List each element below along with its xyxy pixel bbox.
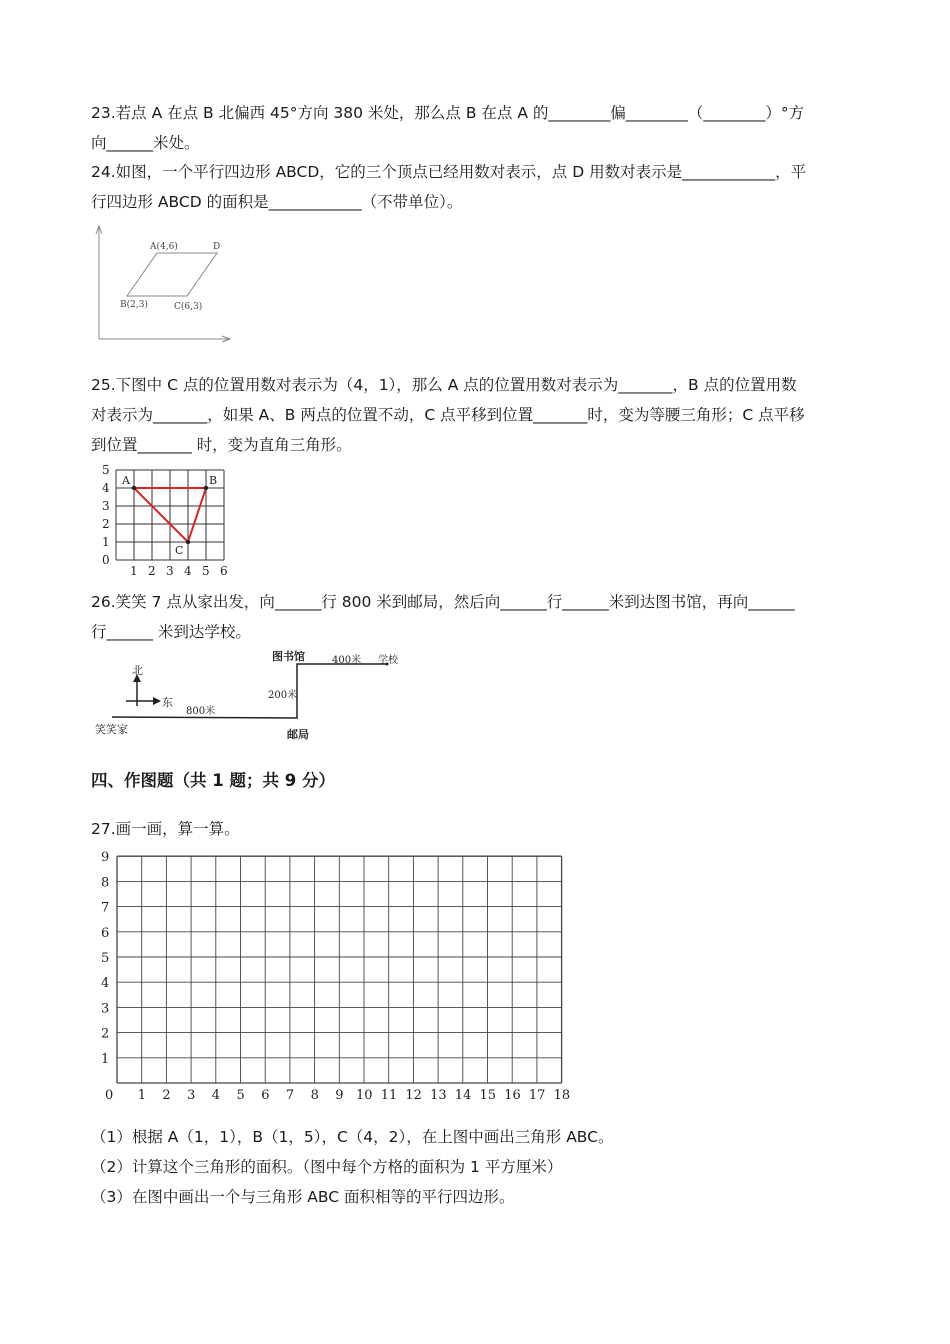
drawing-grid-figure bbox=[95, 846, 585, 1108]
q24-line2: 行四边形 ABCD 的面积是____________（不带单位）。 bbox=[91, 193, 463, 211]
y-tick-label: 7 bbox=[101, 900, 110, 916]
y-tick-label: 3 bbox=[102, 499, 110, 513]
east-arrow-icon bbox=[153, 697, 161, 705]
x-tick-label: 13 bbox=[430, 1088, 447, 1103]
label-d: D bbox=[213, 242, 221, 252]
q25-line3: 到位置_______ 时，变为直角三角形。 bbox=[91, 436, 352, 454]
y-tick-label: 5 bbox=[101, 951, 110, 966]
q27-sub1: （1）根据 A（1，1），B（1，5），C（4，2），在上图中画出三角形 ABC。 bbox=[91, 1128, 614, 1146]
east-label: 东 bbox=[162, 696, 173, 709]
origin-label: 0 bbox=[105, 1088, 114, 1103]
point-a-label: A bbox=[122, 474, 130, 487]
q27-sub3: （3）在图中画出一个与三角形 ABC 面积相等的平行四边形。 bbox=[91, 1188, 515, 1206]
x-tick-label: 11 bbox=[380, 1088, 398, 1103]
x-tick-label: 18 bbox=[553, 1088, 571, 1103]
parallelogram-figure bbox=[90, 222, 240, 347]
distance-400: 400米 bbox=[332, 655, 362, 666]
route-map-figure bbox=[92, 648, 412, 743]
library-label: 图书馆 bbox=[272, 650, 305, 663]
y-tick-label: 5 bbox=[102, 463, 110, 477]
point-c-label: C bbox=[175, 544, 184, 557]
x-tick-label: 14 bbox=[454, 1088, 472, 1103]
q25-line2: 对表示为_______，如果 A、B 两点的位置不动，C 点平移到位置_______时，变为等腰三角形；C 点平移 bbox=[91, 406, 805, 424]
y-tick-label: 0 bbox=[102, 553, 110, 567]
y-tick-label: 1 bbox=[101, 1051, 110, 1067]
parallelogram-abcd bbox=[127, 253, 217, 296]
x-tick-label: 17 bbox=[528, 1088, 546, 1103]
vertex-dot bbox=[186, 540, 190, 544]
q25-line1: 25.下图中 C 点的位置用数对表示为（4，1），那么 A 点的位置用数对表示为_______，B 点的位置用数 bbox=[91, 376, 797, 394]
q27-sub2: （2）计算这个三角形的面积。（图中每个方格的面积为 1 平方厘米） bbox=[91, 1158, 563, 1176]
route-path bbox=[112, 664, 387, 718]
post-office-label: 邮局 bbox=[287, 728, 309, 741]
x-tick-label: 2 bbox=[148, 564, 156, 578]
x-tick-label: 1 bbox=[130, 564, 138, 578]
label-b: B(2,3) bbox=[120, 300, 148, 310]
q27-title: 27.画一画，算一算。 bbox=[91, 820, 240, 838]
y-tick-label: 4 bbox=[101, 976, 110, 992]
y-tick-label: 4 bbox=[102, 481, 110, 495]
x-tick-label: 7 bbox=[285, 1088, 295, 1103]
x-tick-label: 12 bbox=[405, 1088, 422, 1103]
x-tick-label: 8 bbox=[310, 1088, 319, 1103]
y-tick-label: 1 bbox=[102, 535, 110, 549]
vertex-dot bbox=[204, 486, 208, 490]
x-tick-label: 15 bbox=[479, 1088, 497, 1103]
x-tick-label: 5 bbox=[202, 564, 210, 578]
label-c: C(6,3) bbox=[174, 302, 203, 312]
x-tick-label: 4 bbox=[184, 564, 192, 578]
x-tick-label: 5 bbox=[236, 1088, 245, 1103]
home-label: 笑笑家 bbox=[95, 723, 128, 736]
q26-line2: 行______ 米到达学校。 bbox=[91, 623, 251, 641]
y-tick-label: 3 bbox=[101, 1001, 110, 1017]
x-tick-label: 9 bbox=[335, 1088, 344, 1103]
distance-200: 200米 bbox=[268, 690, 298, 701]
y-tick-label: 8 bbox=[101, 875, 110, 891]
q26-line1: 26.笑笑 7 点从家出发，向______行 800 米到邮局，然后向______行______米到达图书馆，再向______ bbox=[91, 593, 795, 611]
x-tick-label: 6 bbox=[261, 1088, 270, 1103]
distance-800: 800米 bbox=[186, 706, 216, 717]
x-tick-label: 10 bbox=[356, 1088, 373, 1103]
q23-line1: 23.若点 A 在点 B 北偏西 45°方向 380 米处，那么点 B 在点 A 的________偏________（________）°方 bbox=[91, 104, 805, 122]
y-tick-label: 6 bbox=[101, 925, 110, 941]
label-a: A(4,6) bbox=[150, 242, 178, 252]
school-label: 学校 bbox=[378, 655, 398, 666]
section-heading: 四、作图题（共 1 题；共 9 分） bbox=[91, 771, 335, 790]
x-tick-label: 1 bbox=[137, 1088, 146, 1103]
q23-line2: 向______米处。 bbox=[91, 134, 200, 152]
y-tick-label: 2 bbox=[101, 1026, 110, 1042]
x-tick-label: 3 bbox=[187, 1088, 196, 1103]
x-tick-label: 2 bbox=[162, 1088, 171, 1103]
point-b-label: B bbox=[209, 474, 218, 487]
vertex-dot bbox=[132, 486, 136, 490]
y-tick-label: 9 bbox=[101, 850, 110, 866]
north-label: 北 bbox=[132, 664, 143, 677]
x-tick-label: 4 bbox=[211, 1088, 221, 1103]
x-tick-label: 3 bbox=[166, 564, 174, 578]
x-tick-label: 16 bbox=[504, 1088, 521, 1103]
triangle-grid-figure bbox=[95, 463, 245, 578]
x-tick-label: 6 bbox=[220, 564, 228, 578]
q24-line1: 24.如图，一个平行四边形 ABCD，它的三个顶点已经用数对表示，点 D 用数对表示是____________，平 bbox=[91, 163, 807, 181]
y-tick-label: 2 bbox=[102, 517, 110, 531]
